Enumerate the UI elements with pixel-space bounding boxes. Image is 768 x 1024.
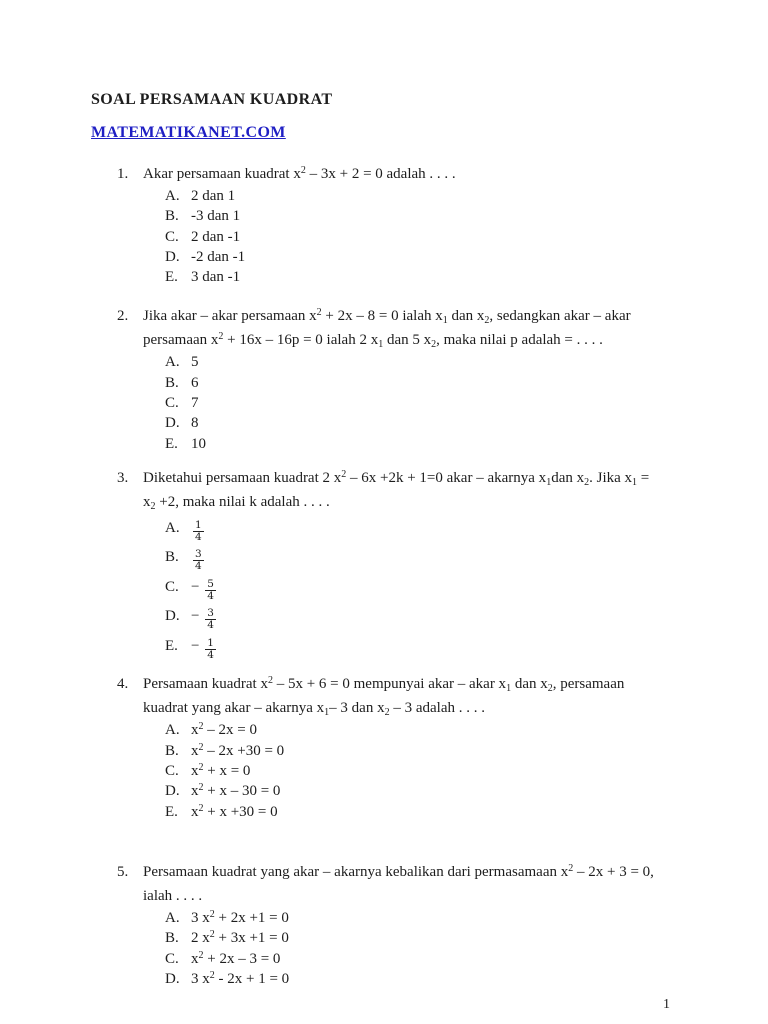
option-letter: A. [165, 354, 180, 371]
option-text: 10 [191, 435, 206, 452]
question-1 [117, 162, 720, 287]
option-row [165, 514, 720, 544]
question-text-line: Diketahui persamaan kuadrat 2 $x^2 - 6x +2k + 1=0$ akar – akarnya $x_1dan$ $x_2$. Jika $x_1$ = [143, 468, 650, 488]
option-row [165, 186, 720, 206]
option-row [165, 602, 720, 632]
option-letter: B. [165, 930, 179, 947]
option-row [165, 741, 720, 761]
option-letter: D. [165, 248, 180, 265]
question-text-line: Persamaan kuadrat $x^2 - 5x + 6 = 0$ mempunyai akar – akar $x_1$ dan $x_2$, persamaan [143, 675, 625, 695]
fraction: $\frac{1}{4}$ [207, 636, 214, 661]
option-text: $x^2 - 2x +30 = 0$ [191, 741, 285, 759]
question-5 [117, 860, 720, 989]
option-row [165, 802, 720, 822]
question-number: 1. [117, 166, 129, 182]
option-text: 2 dan -1 [191, 228, 241, 245]
option-row [165, 352, 720, 372]
option-text: 7 [191, 395, 199, 412]
site-link[interactable]: MATEMATIKANET.COM [91, 124, 286, 141]
options-list [165, 186, 720, 287]
question-text-line: Jika akar – akar persamaan $x^2 + 2x - 8 = 0$ ialah $x_1$ dan $x_2$, sedangkan akar – akar [143, 307, 631, 327]
question-number: 2. [117, 308, 129, 325]
question-3 [117, 466, 720, 662]
question-number: 4. [117, 676, 129, 693]
option-letter: B. [165, 742, 179, 759]
fraction: $\frac{1}{4}$ [195, 518, 202, 543]
option-letter: E. [165, 435, 178, 452]
option-letter: A. [165, 519, 180, 536]
option-text: -3 dan 1 [191, 208, 241, 225]
options-list [165, 352, 720, 453]
option-letter: E. [165, 637, 178, 654]
option-row [165, 543, 720, 573]
question-text-line: persamaan $x^2 + 16x - 16p = 0$ ialah 2 $x_1$ dan 5 $x_2$, maka nilai p adalah = . . . . [143, 331, 603, 351]
option-text: − $\frac{5}{4}$ [191, 577, 214, 602]
option-row [165, 573, 720, 603]
question-4 [117, 672, 720, 821]
option-text: 3 dan -1 [191, 269, 241, 286]
option-text: 5 [191, 354, 199, 371]
option-letter: B. [165, 374, 179, 391]
fraction: $\frac{3}{4}$ [195, 548, 202, 573]
option-letter: B. [165, 208, 179, 225]
option-text: $x^2 - 2x = 0$ [191, 721, 257, 739]
option-text [191, 514, 204, 544]
option-letter: C. [165, 395, 179, 412]
option-row [165, 267, 720, 287]
option-letter: D. [165, 783, 180, 800]
option-letter: A. [165, 909, 180, 926]
option-row [165, 969, 720, 989]
option-text: $x^2 + x +30 = 0$ [191, 802, 278, 820]
option-text: − $\frac{1}{4}$ [191, 636, 214, 661]
option-text: 2 $x^2 + 3x +1 = 0$ [191, 929, 289, 947]
question-number: 5. [117, 863, 129, 880]
question-text-line: ialah . . . . [143, 887, 203, 904]
page-number: 1 [663, 997, 670, 1012]
options-list [165, 514, 720, 662]
option-row [165, 413, 720, 433]
option-row [165, 206, 720, 226]
page-title: SOAL PERSAMAAN KUADRAT [91, 91, 333, 108]
fraction: $\frac{3}{4}$ [207, 607, 214, 632]
option-text: − $\frac{3}{4}$ [191, 607, 214, 632]
option-row [165, 393, 720, 413]
option-row [165, 949, 720, 969]
option-letter: C. [165, 763, 179, 780]
option-letter: D. [165, 415, 180, 432]
option-row [165, 247, 720, 267]
option-letter: A. [165, 722, 180, 739]
option-letter: D. [165, 970, 180, 987]
fraction: $\frac{5}{4}$ [207, 577, 214, 602]
option-text: 8 [191, 415, 199, 432]
option-text: $x^2 + x - 30 = 0$ [191, 782, 281, 800]
option-text: 6 [191, 374, 199, 391]
option-text: 2 dan 1 [191, 188, 236, 204]
option-row [165, 908, 720, 928]
option-letter: C. [165, 228, 179, 245]
option-row [165, 761, 720, 781]
option-row [165, 781, 720, 801]
option-row [165, 928, 720, 948]
option-letter: B. [165, 549, 179, 566]
option-text: 3 $x^2 + 2x +1 = 0$ [191, 908, 289, 926]
options-list [165, 908, 720, 989]
option-row [165, 632, 720, 662]
option-text [191, 543, 204, 573]
question-2 [117, 304, 720, 453]
question-text-line: Akar persamaan kuadrat $x^2 - 3x + 2 = 0$ adalah . . . . [143, 165, 456, 182]
options-list [165, 720, 720, 821]
question-text-line: Persamaan kuadrat yang akar – akarnya kebalikan dari permasamaan $x^2 - 2x + 3 = 0$, [143, 862, 654, 880]
option-letter: A. [165, 188, 180, 204]
option-row [165, 227, 720, 247]
option-row [165, 373, 720, 393]
option-row [165, 434, 720, 454]
option-text: $x^2 + 2x - 3 = 0$ [191, 949, 281, 967]
option-letter: D. [165, 608, 180, 625]
question-text-line: kuadrat yang akar – akarnya $x_1-$ 3 dan $x_2 - 3$ adalah . . . . [143, 700, 485, 719]
question-text-line: $x_2 +2$, maka nilai k adalah . . . . [143, 493, 330, 512]
option-text: 3 $x^2 - 2x + 1 = 0$ [191, 969, 290, 987]
option-letter: C. [165, 578, 179, 595]
option-letter: E. [165, 269, 178, 286]
option-text: -2 dan -1 [191, 248, 246, 265]
option-letter: E. [165, 803, 178, 820]
question-number: 3. [117, 469, 129, 486]
option-letter: C. [165, 950, 179, 967]
option-text: $x^2 + x = 0$ [191, 762, 251, 780]
option-row [165, 720, 720, 740]
